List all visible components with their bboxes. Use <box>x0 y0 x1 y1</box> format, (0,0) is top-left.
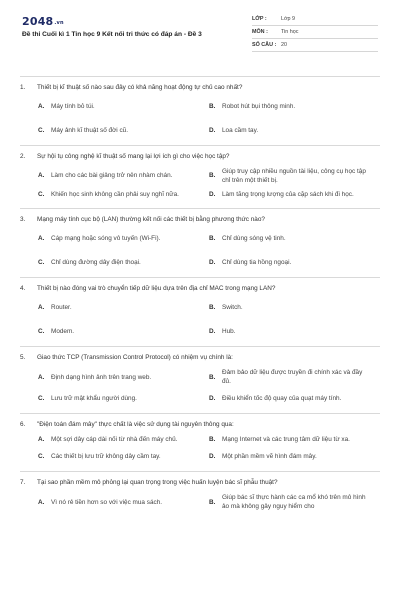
option-text: Switch. <box>222 304 243 312</box>
question-number: 4. <box>20 285 26 293</box>
option-text: Modem. <box>51 327 75 335</box>
option-c[interactable] <box>38 453 209 462</box>
option-text: Làm cho các bài giảng trở nên nhàm chán. <box>51 172 173 180</box>
option-b[interactable] <box>209 168 380 185</box>
question-number: 2. <box>20 153 26 161</box>
option-text: Mạng Internet và các trung tâm dữ liệu từ xa. <box>222 436 350 444</box>
meta-key: MÔN : <box>252 29 268 35</box>
option-grid <box>38 168 380 200</box>
question-number: 1. <box>20 84 26 91</box>
option-text: Máy ảnh kĩ thuật số đời cũ. <box>51 126 129 134</box>
option-letter: A. <box>38 498 45 506</box>
option-letter: C. <box>38 452 45 460</box>
option-text: Hub. <box>222 327 236 335</box>
question-text <box>20 478 380 487</box>
option-letter: B. <box>209 103 216 110</box>
exam-meta <box>252 13 378 52</box>
option-d[interactable] <box>209 127 380 136</box>
option-grid <box>38 436 380 461</box>
option-text: Router. <box>51 304 72 312</box>
option-grid <box>38 103 380 135</box>
option-grid <box>38 235 380 267</box>
question-stem: Thiết bị nào đóng vai trò chuyển tiếp dữ liệu dựa trên địa chỉ MAC trong mạng LAN? <box>37 285 276 293</box>
option-a[interactable] <box>38 436 209 445</box>
question-number: 3. <box>20 215 26 223</box>
option-c[interactable] <box>38 127 209 136</box>
option-a[interactable] <box>38 494 209 511</box>
option-letter: B. <box>209 436 216 444</box>
question-text <box>20 152 380 161</box>
option-grid <box>38 369 380 403</box>
meta-key: LỚP : <box>252 16 267 22</box>
question-text <box>20 284 380 293</box>
meta-value: Tin học <box>281 29 299 35</box>
option-text: Định dạng hình ảnh trên trang web. <box>51 373 152 381</box>
option-a[interactable] <box>38 103 209 112</box>
option-letter: C. <box>38 126 45 134</box>
meta-row-class <box>252 13 378 26</box>
option-letter: D. <box>209 258 216 266</box>
option-letter: A. <box>38 172 45 180</box>
option-b[interactable] <box>209 304 380 313</box>
option-d[interactable] <box>209 395 380 404</box>
meta-key: SỐ CÂU : <box>252 42 277 48</box>
option-letter: B. <box>209 373 216 381</box>
option-letter: C. <box>38 394 45 402</box>
question-stem: Sự hội tụ công nghệ kĩ thuật số mang lại lợi ích gì cho việc học tập? <box>37 153 230 161</box>
option-d[interactable] <box>209 259 380 268</box>
option-a[interactable] <box>38 369 209 386</box>
question <box>20 347 380 413</box>
option-letter: B. <box>209 234 216 242</box>
option-text: Lưu trữ mật khẩu người dùng. <box>51 394 137 402</box>
option-letter: D. <box>209 191 216 199</box>
option-letter: C. <box>38 258 45 266</box>
option-c[interactable] <box>38 328 209 337</box>
option-letter: C. <box>38 191 45 199</box>
option-d[interactable] <box>209 328 380 337</box>
option-text: Một sợi dây cáp dài nối từ nhà đến máy chủ. <box>51 436 178 444</box>
option-letter: A. <box>38 436 45 444</box>
option-text: Robot hút bụi thông minh. <box>222 103 296 110</box>
option-letter: D. <box>209 452 216 460</box>
option-letter: D. <box>209 126 216 134</box>
option-d[interactable] <box>209 191 380 200</box>
option-letter: D. <box>209 394 216 402</box>
question-stem: Giao thức TCP (Transmission Control Protocol) có nhiệm vụ chính là: <box>37 354 233 362</box>
option-b[interactable] <box>209 369 380 386</box>
option-letter: A. <box>38 234 45 242</box>
option-text: Giúp bác sĩ thực hành các ca mổ khó trên mô hình ảo mà không gây nguy hiểm cho <box>222 494 366 510</box>
logo-tld: .vn <box>54 20 64 26</box>
question <box>20 278 380 346</box>
option-text: Giúp truy cập nhiều nguồn tài liệu, công cụ học tập chỉ trên một thiết bị. <box>222 168 366 184</box>
option-letter: D. <box>209 327 216 335</box>
logo-main: 2048 <box>22 15 54 28</box>
option-grid <box>38 494 380 511</box>
option-b[interactable] <box>209 103 380 112</box>
option-letter: B. <box>209 304 216 312</box>
option-a[interactable] <box>38 168 209 185</box>
question-text <box>20 353 380 362</box>
option-text: Chỉ dùng đường dây điện thoại. <box>51 258 141 266</box>
question-number: 6. <box>20 421 26 429</box>
option-c[interactable] <box>38 259 209 268</box>
option-d[interactable] <box>209 453 380 462</box>
option-text: Vì nó rẻ tiền hơn so với việc mua sách. <box>51 498 163 506</box>
meta-row-subject <box>252 26 378 39</box>
option-letter: B. <box>209 498 216 506</box>
option-letter: A. <box>38 103 45 110</box>
option-text: Chỉ dùng tia hồng ngoại. <box>222 258 292 266</box>
option-grid <box>38 304 380 336</box>
option-a[interactable] <box>38 235 209 244</box>
question-stem: Thiết bị kĩ thuật số nào sau đây có khả năng hoạt động tự chủ cao nhất? <box>37 84 243 91</box>
option-letter: C. <box>38 327 45 335</box>
option-text: Điều khiển tốc độ quay của quạt máy tính. <box>222 394 342 402</box>
option-text: Chỉ dùng sóng vệ tinh. <box>222 234 286 242</box>
meta-value: Lớp 9 <box>281 16 296 22</box>
meta-value: 20 <box>281 42 287 48</box>
question-stem: Tại sao phần mềm mô phỏng lại quan trọng trong việc huấn luyện bác sĩ phẫu thuật? <box>37 479 278 487</box>
exam-title: Đề thi Cuối kì 1 Tin học 9 Kết nối tri thức có đáp án - Đề 3 <box>22 31 202 38</box>
meta-row-count <box>252 39 378 52</box>
option-b[interactable] <box>209 436 380 445</box>
option-text: Máy tính bỏ túi. <box>51 103 95 110</box>
question-stem: "Điện toán đám mây" thực chất là việc sử dụng tài nguyên thông qua: <box>37 421 234 429</box>
question-number: 7. <box>20 479 26 487</box>
question-number: 5. <box>20 354 26 362</box>
question-list <box>20 76 380 512</box>
option-letter: B. <box>209 172 216 180</box>
option-text: Loa cầm tay. <box>222 126 259 134</box>
option-a[interactable] <box>38 304 209 313</box>
option-text: Cáp mạng hoặc sóng vô tuyến (Wi-Fi). <box>51 234 161 242</box>
option-b[interactable] <box>209 494 380 511</box>
question <box>20 146 380 208</box>
question-stem: Mạng máy tính cục bộ (LAN) thường kết nối các thiết bị bằng phương thức nào? <box>37 215 265 223</box>
question <box>20 77 380 145</box>
option-text: Đảm bảo dữ liệu được truyền đi chính xác và đầy đủ. <box>222 369 363 385</box>
option-text: Làm tăng trọng lượng của cặp sách khi đi học. <box>222 191 354 199</box>
site-logo[interactable] <box>22 15 64 28</box>
question <box>20 209 380 277</box>
option-text: Các thiết bị lưu trữ không dây cầm tay. <box>51 452 161 460</box>
option-c[interactable] <box>38 395 209 404</box>
question <box>20 414 380 471</box>
question-text <box>20 420 380 429</box>
option-text: Khiến học sinh không cần phải suy nghĩ nữa. <box>51 191 179 199</box>
option-c[interactable] <box>38 191 209 200</box>
question <box>20 472 380 511</box>
question-text <box>20 215 380 224</box>
option-b[interactable] <box>209 235 380 244</box>
option-text: Một phần mềm vẽ hình đám mây. <box>222 452 317 460</box>
question-text <box>20 83 380 92</box>
option-letter: A. <box>38 304 45 312</box>
option-letter: A. <box>38 373 45 381</box>
